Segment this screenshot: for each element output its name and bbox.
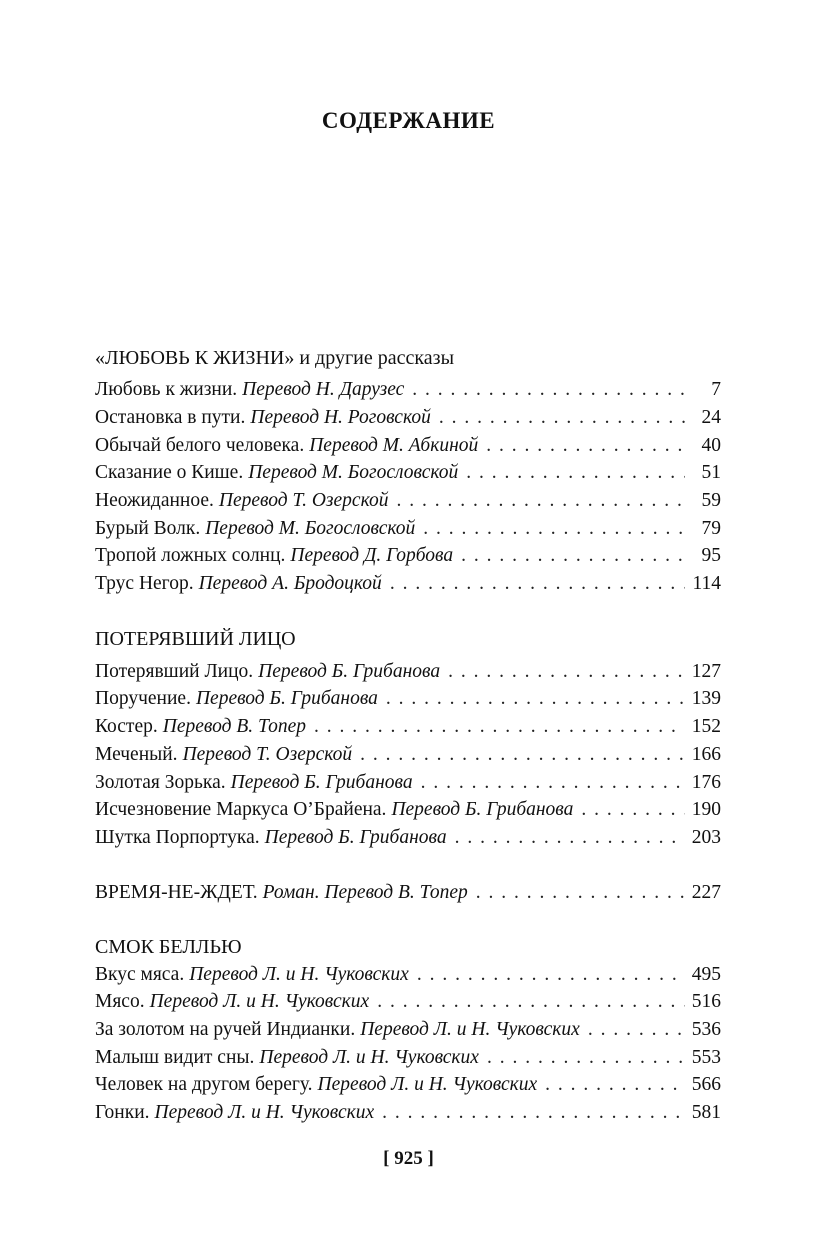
- toc-entry[interactable]: [95, 379, 721, 407]
- entry-translator: Перевод Б. Грибанова: [258, 661, 441, 682]
- entry-title: Трус Негор.: [95, 573, 194, 594]
- entry-translator: Перевод Т. Озерской: [182, 744, 353, 765]
- entry-title: За золотом на ручей Индианки.: [95, 1019, 356, 1040]
- entry-page-number: 7: [711, 379, 721, 400]
- entry-page-number: 152: [691, 716, 721, 737]
- entry-translator: Перевод Б. Грибанова: [230, 772, 413, 793]
- dot-leader: [455, 827, 685, 849]
- entry-translator: Перевод Л. и Н. Чуковских: [360, 1019, 580, 1040]
- entry-translator: Роман. Перевод В. Топер: [262, 882, 468, 903]
- dot-leader: [382, 1102, 685, 1124]
- entry-title: Бурый Волк.: [95, 518, 201, 539]
- toc-entry[interactable]: [95, 991, 721, 1019]
- dot-leader: [386, 688, 685, 710]
- dot-leader: [377, 991, 685, 1013]
- dot-leader: [423, 518, 685, 540]
- entry-translator: Перевод М. Богословской: [205, 518, 416, 539]
- dot-leader: [476, 882, 685, 904]
- entry-page-number: 127: [691, 661, 721, 682]
- entry-title: Малыш видит сны.: [95, 1047, 255, 1068]
- dot-leader: [421, 772, 685, 794]
- toc-entry[interactable]: [95, 545, 721, 573]
- entry-title: Костер.: [95, 716, 158, 737]
- toc-entry[interactable]: [95, 772, 721, 800]
- entry-page-number: 139: [691, 688, 721, 709]
- entry-page-number: 166: [691, 744, 721, 765]
- toc-entry[interactable]: [95, 688, 721, 716]
- toc-entry[interactable]: [95, 462, 721, 490]
- entry-page-number: 536: [691, 1019, 721, 1040]
- entry-translator: Перевод Б. Грибанова: [195, 688, 378, 709]
- entry-page-number: 176: [691, 772, 721, 793]
- entry-page-number: 24: [701, 407, 721, 428]
- dot-leader: [412, 379, 685, 401]
- toc-entry[interactable]: [95, 799, 721, 827]
- entry-page-number: 553: [691, 1047, 721, 1068]
- entry-title: Сказание о Кише.: [95, 462, 244, 483]
- entry-translator: Перевод В. Топер: [162, 716, 307, 737]
- toc-entry[interactable]: [95, 490, 721, 518]
- dot-leader: [360, 744, 685, 766]
- dot-leader: [439, 407, 685, 429]
- entry-page-number: 95: [701, 545, 721, 566]
- toc-entry[interactable]: [95, 964, 721, 992]
- toc-entry[interactable]: [95, 573, 721, 601]
- entry-page-number: 566: [691, 1074, 721, 1095]
- entry-page-number: 495: [691, 964, 721, 985]
- toc-entry[interactable]: [95, 1019, 721, 1047]
- entry-page-number: 51: [701, 462, 721, 483]
- toc-entry[interactable]: [95, 661, 721, 689]
- toc-entry[interactable]: [95, 1102, 721, 1130]
- dot-leader: [487, 1047, 685, 1069]
- entry-title: Неожиданное.: [95, 490, 214, 511]
- entry-page-number: 79: [701, 518, 721, 539]
- toc-entry-novel[interactable]: [95, 882, 721, 910]
- entry-translator: Перевод Б. Грибанова: [264, 827, 447, 848]
- toc-entry[interactable]: [95, 827, 721, 855]
- entry-title: Потерявший Лицо.: [95, 661, 254, 682]
- dot-leader: [417, 964, 685, 986]
- entry-title: Человек на другом берегу.: [95, 1074, 313, 1095]
- entry-title: Поручение.: [95, 688, 191, 709]
- dot-leader: [588, 1019, 685, 1041]
- entry-page-number: 516: [691, 991, 721, 1012]
- dot-leader: [390, 573, 685, 595]
- dot-leader: [466, 462, 685, 484]
- entry-translator: Перевод Л. и Н. Чуковских: [259, 1047, 479, 1068]
- entry-translator: Перевод Б. Грибанова: [391, 799, 574, 820]
- entry-title: Гонки.: [95, 1102, 150, 1123]
- entry-translator: Перевод Л. и Н. Чуковских: [154, 1102, 375, 1123]
- entry-page-number: 227: [691, 882, 721, 903]
- dot-leader: [581, 799, 685, 821]
- entry-title: Тропой ложных солнц.: [95, 545, 286, 566]
- entry-page-number: 40: [701, 435, 721, 456]
- dot-leader: [486, 435, 685, 457]
- entry-translator: Перевод Н. Дарузес: [242, 379, 405, 400]
- page-folio: [ 925 ]: [383, 1148, 434, 1169]
- entry-translator: Перевод А. Бродоцкой: [198, 573, 382, 594]
- dot-leader: [461, 545, 685, 567]
- toc-entry[interactable]: [95, 1074, 721, 1102]
- dot-leader: [396, 490, 685, 512]
- entry-translator: Перевод Л. и Н. Чуковских: [317, 1074, 538, 1095]
- toc-entry[interactable]: [95, 407, 721, 435]
- entry-title: Мясо.: [95, 991, 145, 1012]
- entry-title: Шутка Порпортука.: [95, 827, 260, 848]
- toc-entry[interactable]: [95, 744, 721, 772]
- section-heading-smoke-bellew: СМОК БЕЛЛЬЮ: [95, 936, 242, 958]
- dot-leader: [448, 661, 685, 683]
- entry-page-number: 190: [691, 799, 721, 820]
- toc-entry[interactable]: [95, 518, 721, 546]
- entry-page-number: 203: [691, 827, 721, 848]
- entry-title: Любовь к жизни.: [95, 379, 238, 400]
- page-title: СОДЕРЖАНИЕ: [321, 108, 496, 133]
- entry-translator: Перевод Д. Горбова: [290, 545, 454, 566]
- entry-title: ВРЕМЯ-НЕ-ЖДЕТ.: [95, 882, 258, 903]
- entry-page-number: 581: [691, 1102, 721, 1123]
- toc-entry[interactable]: [95, 1047, 721, 1075]
- entry-translator: Перевод М. Богословской: [248, 462, 459, 483]
- toc-entry[interactable]: [95, 716, 721, 744]
- entry-title: Вкус мяса.: [95, 964, 185, 985]
- entry-translator: Перевод М. Абкиной: [309, 435, 479, 456]
- entry-title: Обычай белого человека.: [95, 435, 305, 456]
- dot-leader: [314, 716, 685, 738]
- entry-title: Исчезновение Маркуса О’Брайена.: [95, 799, 387, 820]
- entry-title: Остановка в пути.: [95, 407, 246, 428]
- section-heading-lost-face: ПОТЕРЯВШИЙ ЛИЦО: [95, 628, 296, 650]
- entry-page-number: 59: [701, 490, 721, 511]
- entry-page-number: 114: [692, 573, 721, 594]
- entry-translator: Перевод Н. Роговской: [250, 407, 431, 428]
- entry-title: Золотая Зорька.: [95, 772, 226, 793]
- toc-entry[interactable]: [95, 435, 721, 463]
- entry-title: Меченый.: [95, 744, 178, 765]
- entry-translator: Перевод Т. Озерской: [218, 490, 389, 511]
- dot-leader: [545, 1074, 685, 1096]
- entry-translator: Перевод Л. и Н. Чуковских: [189, 964, 409, 985]
- entry-translator: Перевод Л. и Н. Чуковских: [149, 991, 370, 1012]
- section-heading-love-of-life: «ЛЮБОВЬ К ЖИЗНИ» и другие рассказы: [95, 347, 455, 369]
